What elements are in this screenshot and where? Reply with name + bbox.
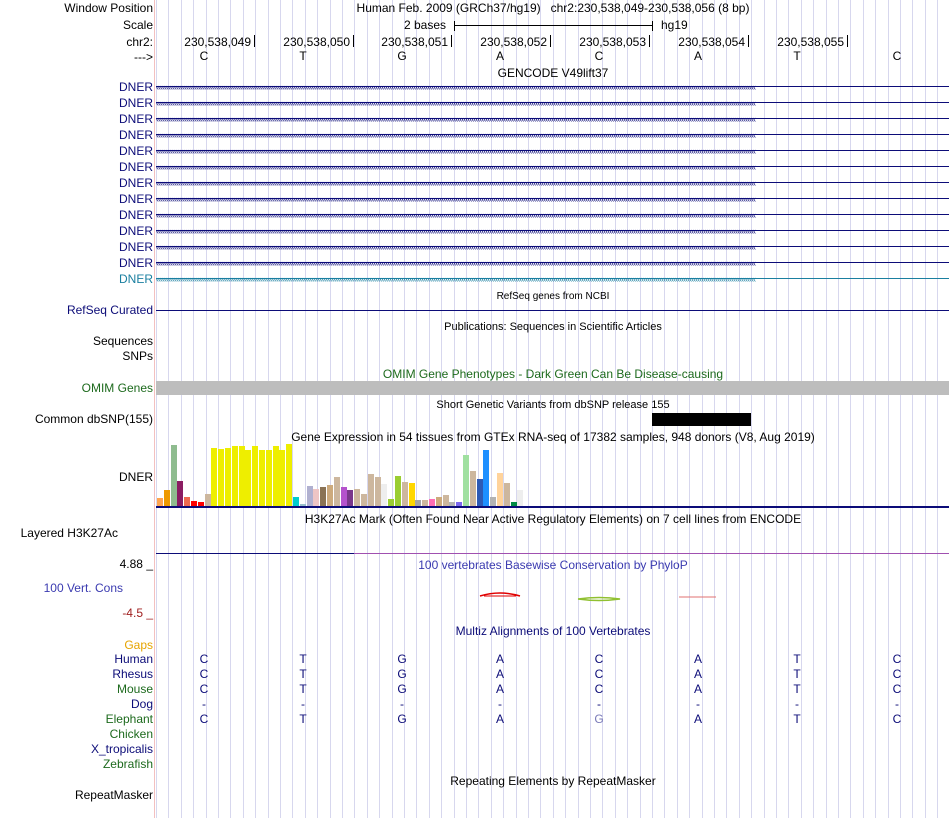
gencode-transcript[interactable]: ‹‹‹‹‹‹‹‹‹‹‹‹‹‹‹‹‹‹‹‹‹‹‹‹‹‹‹‹‹‹‹‹‹‹‹‹‹‹‹‹‹‹‹‹‹‹‹‹‹‹‹‹‹‹‹‹‹‹‹‹‹‹‹‹‹‹‹‹‹‹‹‹‹‹‹‹‹‹‹‹‹‹‹‹‹‹‹‹‹‹‹‹‹‹‹‹‹‹‹‹‹‹‹‹‹‹‹‹‹‹‹‹‹‹‹‹‹‹‹‹‹‹‹‹‹‹‹‹‹‹‹‹‹‹‹‹‹‹‹‹‹‹‹‹‹‹‹‹‹‹‹‹‹‹‹‹‹‹‹‹‹‹‹‹‹‹‹‹‹‹‹‹‹‹‹‹‹‹‹‹‹‹‹‹‹‹‹‹‹‹‹‹‹‹‹‹‹‹‹‹‹‹‹‹‹‹‹‹‹‹‹‹‹‹‹‹‹‹‹‹‹‹‹‹‹‹‹‹‹‹‹‹‹‹‹‹‹‹‹‹‹‹‹‹‹‹‹‹‹‹‹‹‹‹‹‹‹‹‹‹‹‹‹‹‹‹‹‹‹‹‹‹‹‹‹‹‹‹‹‹‹‹‹‹‹‹‹‹‹‹‹‹‹‹‹‹‹‹‹‹ [156, 274, 949, 284]
gencode-transcript[interactable]: ‹‹‹‹‹‹‹‹‹‹‹‹‹‹‹‹‹‹‹‹‹‹‹‹‹‹‹‹‹‹‹‹‹‹‹‹‹‹‹‹‹‹‹‹‹‹‹‹‹‹‹‹‹‹‹‹‹‹‹‹‹‹‹‹‹‹‹‹‹‹‹‹‹‹‹‹‹‹‹‹‹‹‹‹‹‹‹‹‹‹‹‹‹‹‹‹‹‹‹‹‹‹‹‹‹‹‹‹‹‹‹‹‹‹‹‹‹‹‹‹‹‹‹‹‹‹‹‹‹‹‹‹‹‹‹‹‹‹‹‹‹‹‹‹‹‹‹‹‹‹‹‹‹‹‹‹‹‹‹‹‹‹‹‹‹‹‹‹‹‹‹‹‹‹‹‹‹‹‹‹‹‹‹‹‹‹‹‹‹‹‹‹‹‹‹‹‹‹‹‹‹‹‹‹‹‹‹‹‹‹‹‹‹‹‹‹‹‹‹‹‹‹‹‹‹‹‹‹‹‹‹‹‹‹‹‹‹‹‹‹‹‹‹‹‹‹‹‹‹‹‹‹‹‹‹‹‹‹‹‹‹‹‹‹‹‹‹‹‹‹‹‹‹‹‹‹‹‹‹‹‹‹‹‹‹‹‹‹‹‹‹‹‹‹‹‹‹‹‹‹ [156, 178, 949, 188]
scale-label: Scale [122, 18, 153, 32]
aligned-base: C [594, 667, 604, 681]
aligned-base: G [397, 682, 407, 696]
gencode-transcript-label[interactable]: DNER [118, 160, 153, 174]
h3k27ac-track-title: H3K27Ac Mark (Often Found Near Active Regulatory Elements) on 7 cell lines from ENCODE [304, 512, 802, 526]
aligned-base: - [301, 697, 305, 711]
gencode-transcript[interactable]: ‹‹‹‹‹‹‹‹‹‹‹‹‹‹‹‹‹‹‹‹‹‹‹‹‹‹‹‹‹‹‹‹‹‹‹‹‹‹‹‹‹‹‹‹‹‹‹‹‹‹‹‹‹‹‹‹‹‹‹‹‹‹‹‹‹‹‹‹‹‹‹‹‹‹‹‹‹‹‹‹‹‹‹‹‹‹‹‹‹‹‹‹‹‹‹‹‹‹‹‹‹‹‹‹‹‹‹‹‹‹‹‹‹‹‹‹‹‹‹‹‹‹‹‹‹‹‹‹‹‹‹‹‹‹‹‹‹‹‹‹‹‹‹‹‹‹‹‹‹‹‹‹‹‹‹‹‹‹‹‹‹‹‹‹‹‹‹‹‹‹‹‹‹‹‹‹‹‹‹‹‹‹‹‹‹‹‹‹‹‹‹‹‹‹‹‹‹‹‹‹‹‹‹‹‹‹‹‹‹‹‹‹‹‹‹‹‹‹‹‹‹‹‹‹‹‹‹‹‹‹‹‹‹‹‹‹‹‹‹‹‹‹‹‹‹‹‹‹‹‹‹‹‹‹‹‹‹‹‹‹‹‹‹‹‹‹‹‹‹‹‹‹‹‹‹‹‹‹‹‹‹‹‹‹‹‹‹‹‹‹‹‹‹‹‹‹‹‹‹‹ [156, 114, 949, 124]
gencode-transcript-label[interactable]: DNER [118, 128, 153, 142]
aligned-base: G [594, 712, 604, 726]
snps-label[interactable]: SNPs [122, 349, 153, 363]
aligned-base: A [495, 682, 504, 696]
coordinate-label: 230,538,052 [480, 35, 547, 49]
sequence-base: C [199, 49, 209, 63]
species-label[interactable]: Dog [130, 697, 153, 711]
coordinate-label: 230,538,054 [678, 35, 745, 49]
phylop-min-label: -4.5 _ [122, 606, 153, 620]
scale-text: 2 bases [404, 18, 447, 32]
aligned-base: C [892, 682, 902, 696]
gencode-transcript[interactable]: ‹‹‹‹‹‹‹‹‹‹‹‹‹‹‹‹‹‹‹‹‹‹‹‹‹‹‹‹‹‹‹‹‹‹‹‹‹‹‹‹‹‹‹‹‹‹‹‹‹‹‹‹‹‹‹‹‹‹‹‹‹‹‹‹‹‹‹‹‹‹‹‹‹‹‹‹‹‹‹‹‹‹‹‹‹‹‹‹‹‹‹‹‹‹‹‹‹‹‹‹‹‹‹‹‹‹‹‹‹‹‹‹‹‹‹‹‹‹‹‹‹‹‹‹‹‹‹‹‹‹‹‹‹‹‹‹‹‹‹‹‹‹‹‹‹‹‹‹‹‹‹‹‹‹‹‹‹‹‹‹‹‹‹‹‹‹‹‹‹‹‹‹‹‹‹‹‹‹‹‹‹‹‹‹‹‹‹‹‹‹‹‹‹‹‹‹‹‹‹‹‹‹‹‹‹‹‹‹‹‹‹‹‹‹‹‹‹‹‹‹‹‹‹‹‹‹‹‹‹‹‹‹‹‹‹‹‹‹‹‹‹‹‹‹‹‹‹‹‹‹‹‹‹‹‹‹‹‹‹‹‹‹‹‹‹‹‹‹‹‹‹‹‹‹‹‹‹‹‹‹‹‹‹‹‹‹‹‹‹‹‹‹‹‹‹‹‹‹‹‹ [156, 146, 949, 156]
aligned-base: C [199, 682, 209, 696]
sequence-base: T [793, 49, 801, 63]
aligned-base: C [892, 667, 902, 681]
window-position-label: Window Position [64, 1, 153, 15]
gencode-transcript-label[interactable]: DNER [118, 80, 153, 94]
aligned-base: - [498, 697, 502, 711]
sequence-base: A [495, 49, 504, 63]
position-title: Human Feb. 2009 (GRCh37/hg19) chr2:230,538,049-230,538,056 (8 bp) [356, 1, 750, 15]
phylop-track-title: 100 vertebrates Basewise Conservation by PhyloP [418, 558, 688, 572]
coordinate-label: 230,538,051 [381, 35, 448, 49]
species-label[interactable]: Human [114, 652, 153, 666]
aligned-base: T [793, 712, 801, 726]
sequence-base: T [299, 49, 307, 63]
gencode-transcript-label[interactable]: DNER [118, 208, 153, 222]
aligned-base: G [397, 667, 407, 681]
gencode-transcript[interactable]: ‹‹‹‹‹‹‹‹‹‹‹‹‹‹‹‹‹‹‹‹‹‹‹‹‹‹‹‹‹‹‹‹‹‹‹‹‹‹‹‹‹‹‹‹‹‹‹‹‹‹‹‹‹‹‹‹‹‹‹‹‹‹‹‹‹‹‹‹‹‹‹‹‹‹‹‹‹‹‹‹‹‹‹‹‹‹‹‹‹‹‹‹‹‹‹‹‹‹‹‹‹‹‹‹‹‹‹‹‹‹‹‹‹‹‹‹‹‹‹‹‹‹‹‹‹‹‹‹‹‹‹‹‹‹‹‹‹‹‹‹‹‹‹‹‹‹‹‹‹‹‹‹‹‹‹‹‹‹‹‹‹‹‹‹‹‹‹‹‹‹‹‹‹‹‹‹‹‹‹‹‹‹‹‹‹‹‹‹‹‹‹‹‹‹‹‹‹‹‹‹‹‹‹‹‹‹‹‹‹‹‹‹‹‹‹‹‹‹‹‹‹‹‹‹‹‹‹‹‹‹‹‹‹‹‹‹‹‹‹‹‹‹‹‹‹‹‹‹‹‹‹‹‹‹‹‹‹‹‹‹‹‹‹‹‹‹‹‹‹‹‹‹‹‹‹‹‹‹‹‹‹‹‹‹‹‹‹‹‹‹‹‹‹‹‹‹‹‹‹‹ [156, 242, 949, 252]
sequence-base: A [693, 49, 702, 63]
coordinate-label: 230,538,050 [283, 35, 350, 49]
aligned-base: A [693, 652, 702, 666]
aligned-base: T [299, 652, 307, 666]
gencode-transcript-label[interactable]: DNER [118, 272, 153, 286]
repeatmasker-track-title: Repeating Elements by RepeatMasker [450, 774, 656, 788]
refseq-track-title: RefSeq genes from NCBI [496, 291, 610, 302]
coordinate-label: 230,538,053 [579, 35, 646, 49]
aligned-base: A [693, 682, 702, 696]
refseq-label[interactable]: RefSeq Curated [66, 303, 153, 317]
omim-label[interactable]: OMIM Genes [81, 381, 153, 395]
multiz-track-title: Multiz Alignments of 100 Vertebrates [455, 624, 651, 638]
gencode-transcript-label[interactable]: DNER [118, 96, 153, 110]
h3k27ac-label[interactable]: Layered H3K27Ac [20, 526, 118, 540]
aligned-base: T [793, 652, 801, 666]
gencode-transcript-label[interactable]: DNER [118, 224, 153, 238]
gencode-track-title: GENCODE V49lift37 [497, 66, 609, 80]
gencode-transcript-label[interactable]: DNER [118, 192, 153, 206]
species-label[interactable]: Chicken [109, 727, 153, 741]
phylop-max-label: 4.88 _ [119, 557, 153, 571]
gencode-transcript[interactable]: ‹‹‹‹‹‹‹‹‹‹‹‹‹‹‹‹‹‹‹‹‹‹‹‹‹‹‹‹‹‹‹‹‹‹‹‹‹‹‹‹‹‹‹‹‹‹‹‹‹‹‹‹‹‹‹‹‹‹‹‹‹‹‹‹‹‹‹‹‹‹‹‹‹‹‹‹‹‹‹‹‹‹‹‹‹‹‹‹‹‹‹‹‹‹‹‹‹‹‹‹‹‹‹‹‹‹‹‹‹‹‹‹‹‹‹‹‹‹‹‹‹‹‹‹‹‹‹‹‹‹‹‹‹‹‹‹‹‹‹‹‹‹‹‹‹‹‹‹‹‹‹‹‹‹‹‹‹‹‹‹‹‹‹‹‹‹‹‹‹‹‹‹‹‹‹‹‹‹‹‹‹‹‹‹‹‹‹‹‹‹‹‹‹‹‹‹‹‹‹‹‹‹‹‹‹‹‹‹‹‹‹‹‹‹‹‹‹‹‹‹‹‹‹‹‹‹‹‹‹‹‹‹‹‹‹‹‹‹‹‹‹‹‹‹‹‹‹‹‹‹‹‹‹‹‹‹‹‹‹‹‹‹‹‹‹‹‹‹‹‹‹‹‹‹‹‹‹‹‹‹‹‹‹‹‹‹‹‹‹‹‹‹‹‹‹‹‹‹‹‹ [156, 226, 949, 236]
aligned-base: A [495, 712, 504, 726]
gaps-label: Gaps [124, 638, 153, 652]
gencode-transcript-label[interactable]: DNER [118, 256, 153, 270]
species-label[interactable]: Mouse [116, 682, 153, 696]
dbsnp-track-title: Short Genetic Variants from dbSNP release 155 [436, 399, 670, 411]
species-label[interactable]: Elephant [105, 712, 153, 726]
aligned-base: T [299, 712, 307, 726]
sequence-base: G [397, 49, 407, 63]
publications-track-title: Publications: Sequences in Scientific Articles [444, 321, 662, 333]
aligned-base: G [397, 652, 407, 666]
aligned-base: C [199, 652, 209, 666]
gencode-transcript[interactable]: ‹‹‹‹‹‹‹‹‹‹‹‹‹‹‹‹‹‹‹‹‹‹‹‹‹‹‹‹‹‹‹‹‹‹‹‹‹‹‹‹‹‹‹‹‹‹‹‹‹‹‹‹‹‹‹‹‹‹‹‹‹‹‹‹‹‹‹‹‹‹‹‹‹‹‹‹‹‹‹‹‹‹‹‹‹‹‹‹‹‹‹‹‹‹‹‹‹‹‹‹‹‹‹‹‹‹‹‹‹‹‹‹‹‹‹‹‹‹‹‹‹‹‹‹‹‹‹‹‹‹‹‹‹‹‹‹‹‹‹‹‹‹‹‹‹‹‹‹‹‹‹‹‹‹‹‹‹‹‹‹‹‹‹‹‹‹‹‹‹‹‹‹‹‹‹‹‹‹‹‹‹‹‹‹‹‹‹‹‹‹‹‹‹‹‹‹‹‹‹‹‹‹‹‹‹‹‹‹‹‹‹‹‹‹‹‹‹‹‹‹‹‹‹‹‹‹‹‹‹‹‹‹‹‹‹‹‹‹‹‹‹‹‹‹‹‹‹‹‹‹‹‹‹‹‹‹‹‹‹‹‹‹‹‹‹‹‹‹‹‹‹‹‹‹‹‹‹‹‹‹‹‹‹‹‹‹‹‹‹‹‹‹‹‹‹‹‹‹‹‹ [156, 82, 949, 92]
aligned-base: T [793, 667, 801, 681]
gencode-transcript[interactable]: ‹‹‹‹‹‹‹‹‹‹‹‹‹‹‹‹‹‹‹‹‹‹‹‹‹‹‹‹‹‹‹‹‹‹‹‹‹‹‹‹‹‹‹‹‹‹‹‹‹‹‹‹‹‹‹‹‹‹‹‹‹‹‹‹‹‹‹‹‹‹‹‹‹‹‹‹‹‹‹‹‹‹‹‹‹‹‹‹‹‹‹‹‹‹‹‹‹‹‹‹‹‹‹‹‹‹‹‹‹‹‹‹‹‹‹‹‹‹‹‹‹‹‹‹‹‹‹‹‹‹‹‹‹‹‹‹‹‹‹‹‹‹‹‹‹‹‹‹‹‹‹‹‹‹‹‹‹‹‹‹‹‹‹‹‹‹‹‹‹‹‹‹‹‹‹‹‹‹‹‹‹‹‹‹‹‹‹‹‹‹‹‹‹‹‹‹‹‹‹‹‹‹‹‹‹‹‹‹‹‹‹‹‹‹‹‹‹‹‹‹‹‹‹‹‹‹‹‹‹‹‹‹‹‹‹‹‹‹‹‹‹‹‹‹‹‹‹‹‹‹‹‹‹‹‹‹‹‹‹‹‹‹‹‹‹‹‹‹‹‹‹‹‹‹‹‹‹‹‹‹‹‹‹‹‹‹‹‹‹‹‹‹‹‹‹‹‹‹‹‹ [156, 210, 949, 220]
strand-label: ---> [134, 50, 153, 64]
aligned-base: C [594, 682, 604, 696]
aligned-base: C [892, 712, 902, 726]
gtex-label[interactable]: DNER [118, 470, 153, 484]
species-label[interactable]: Zebrafish [102, 757, 153, 771]
aligned-base: - [795, 697, 799, 711]
aligned-base: - [597, 697, 601, 711]
aligned-base: - [202, 697, 206, 711]
aligned-base: - [400, 697, 404, 711]
aligned-base: C [199, 712, 209, 726]
sequence-base: C [594, 49, 604, 63]
aligned-base: G [397, 712, 407, 726]
omim-track-title: OMIM Gene Phenotypes - Dark Green Can Be Disease-causing [382, 367, 724, 381]
species-label[interactable]: Rhesus [112, 667, 153, 681]
aligned-base: T [793, 682, 801, 696]
gencode-transcript-label[interactable]: DNER [118, 176, 153, 190]
chrom-label: chr2: [126, 35, 153, 49]
gencode-transcript-label[interactable]: DNER [118, 240, 153, 254]
assembly-label: hg19 [661, 18, 688, 32]
aligned-base: A [495, 667, 504, 681]
aligned-base: C [892, 652, 902, 666]
aligned-base: A [495, 652, 504, 666]
publications-label[interactable]: Sequences [92, 334, 153, 348]
aligned-base: C [594, 652, 604, 666]
gencode-transcript[interactable]: ‹‹‹‹‹‹‹‹‹‹‹‹‹‹‹‹‹‹‹‹‹‹‹‹‹‹‹‹‹‹‹‹‹‹‹‹‹‹‹‹‹‹‹‹‹‹‹‹‹‹‹‹‹‹‹‹‹‹‹‹‹‹‹‹‹‹‹‹‹‹‹‹‹‹‹‹‹‹‹‹‹‹‹‹‹‹‹‹‹‹‹‹‹‹‹‹‹‹‹‹‹‹‹‹‹‹‹‹‹‹‹‹‹‹‹‹‹‹‹‹‹‹‹‹‹‹‹‹‹‹‹‹‹‹‹‹‹‹‹‹‹‹‹‹‹‹‹‹‹‹‹‹‹‹‹‹‹‹‹‹‹‹‹‹‹‹‹‹‹‹‹‹‹‹‹‹‹‹‹‹‹‹‹‹‹‹‹‹‹‹‹‹‹‹‹‹‹‹‹‹‹‹‹‹‹‹‹‹‹‹‹‹‹‹‹‹‹‹‹‹‹‹‹‹‹‹‹‹‹‹‹‹‹‹‹‹‹‹‹‹‹‹‹‹‹‹‹‹‹‹‹‹‹‹‹‹‹‹‹‹‹‹‹‹‹‹‹‹‹‹‹‹‹‹‹‹‹‹‹‹‹‹‹‹‹‹‹‹‹‹‹‹‹‹‹‹‹‹‹‹ [156, 258, 949, 268]
aligned-base: A [693, 667, 702, 681]
gencode-transcript[interactable]: ‹‹‹‹‹‹‹‹‹‹‹‹‹‹‹‹‹‹‹‹‹‹‹‹‹‹‹‹‹‹‹‹‹‹‹‹‹‹‹‹‹‹‹‹‹‹‹‹‹‹‹‹‹‹‹‹‹‹‹‹‹‹‹‹‹‹‹‹‹‹‹‹‹‹‹‹‹‹‹‹‹‹‹‹‹‹‹‹‹‹‹‹‹‹‹‹‹‹‹‹‹‹‹‹‹‹‹‹‹‹‹‹‹‹‹‹‹‹‹‹‹‹‹‹‹‹‹‹‹‹‹‹‹‹‹‹‹‹‹‹‹‹‹‹‹‹‹‹‹‹‹‹‹‹‹‹‹‹‹‹‹‹‹‹‹‹‹‹‹‹‹‹‹‹‹‹‹‹‹‹‹‹‹‹‹‹‹‹‹‹‹‹‹‹‹‹‹‹‹‹‹‹‹‹‹‹‹‹‹‹‹‹‹‹‹‹‹‹‹‹‹‹‹‹‹‹‹‹‹‹‹‹‹‹‹‹‹‹‹‹‹‹‹‹‹‹‹‹‹‹‹‹‹‹‹‹‹‹‹‹‹‹‹‹‹‹‹‹‹‹‹‹‹‹‹‹‹‹‹‹‹‹‹‹‹‹‹‹‹‹‹‹‹‹‹‹‹‹‹‹ [156, 194, 949, 204]
aligned-base: A [693, 712, 702, 726]
aligned-base: - [895, 697, 899, 711]
phylop-label[interactable]: 100 Vert. Cons [43, 581, 123, 595]
aligned-base: T [299, 667, 307, 681]
dbsnp-label[interactable]: Common dbSNP(155) [34, 412, 153, 426]
sequence-base: C [892, 49, 902, 63]
aligned-base: - [696, 697, 700, 711]
gencode-transcript[interactable]: ‹‹‹‹‹‹‹‹‹‹‹‹‹‹‹‹‹‹‹‹‹‹‹‹‹‹‹‹‹‹‹‹‹‹‹‹‹‹‹‹‹‹‹‹‹‹‹‹‹‹‹‹‹‹‹‹‹‹‹‹‹‹‹‹‹‹‹‹‹‹‹‹‹‹‹‹‹‹‹‹‹‹‹‹‹‹‹‹‹‹‹‹‹‹‹‹‹‹‹‹‹‹‹‹‹‹‹‹‹‹‹‹‹‹‹‹‹‹‹‹‹‹‹‹‹‹‹‹‹‹‹‹‹‹‹‹‹‹‹‹‹‹‹‹‹‹‹‹‹‹‹‹‹‹‹‹‹‹‹‹‹‹‹‹‹‹‹‹‹‹‹‹‹‹‹‹‹‹‹‹‹‹‹‹‹‹‹‹‹‹‹‹‹‹‹‹‹‹‹‹‹‹‹‹‹‹‹‹‹‹‹‹‹‹‹‹‹‹‹‹‹‹‹‹‹‹‹‹‹‹‹‹‹‹‹‹‹‹‹‹‹‹‹‹‹‹‹‹‹‹‹‹‹‹‹‹‹‹‹‹‹‹‹‹‹‹‹‹‹‹‹‹‹‹‹‹‹‹‹‹‹‹‹‹‹‹‹‹‹‹‹‹‹‹‹‹‹‹‹‹ [156, 130, 949, 140]
gencode-transcript-label[interactable]: DNER [118, 112, 153, 126]
repeatmasker-label[interactable]: RepeatMasker [74, 788, 153, 802]
aligned-base: C [199, 667, 209, 681]
species-label[interactable]: X_tropicalis [90, 742, 153, 756]
coordinate-label: 230,538,055 [777, 35, 844, 49]
gencode-transcript[interactable]: ‹‹‹‹‹‹‹‹‹‹‹‹‹‹‹‹‹‹‹‹‹‹‹‹‹‹‹‹‹‹‹‹‹‹‹‹‹‹‹‹‹‹‹‹‹‹‹‹‹‹‹‹‹‹‹‹‹‹‹‹‹‹‹‹‹‹‹‹‹‹‹‹‹‹‹‹‹‹‹‹‹‹‹‹‹‹‹‹‹‹‹‹‹‹‹‹‹‹‹‹‹‹‹‹‹‹‹‹‹‹‹‹‹‹‹‹‹‹‹‹‹‹‹‹‹‹‹‹‹‹‹‹‹‹‹‹‹‹‹‹‹‹‹‹‹‹‹‹‹‹‹‹‹‹‹‹‹‹‹‹‹‹‹‹‹‹‹‹‹‹‹‹‹‹‹‹‹‹‹‹‹‹‹‹‹‹‹‹‹‹‹‹‹‹‹‹‹‹‹‹‹‹‹‹‹‹‹‹‹‹‹‹‹‹‹‹‹‹‹‹‹‹‹‹‹‹‹‹‹‹‹‹‹‹‹‹‹‹‹‹‹‹‹‹‹‹‹‹‹‹‹‹‹‹‹‹‹‹‹‹‹‹‹‹‹‹‹‹‹‹‹‹‹‹‹‹‹‹‹‹‹‹‹‹‹‹‹‹‹‹‹‹‹‹‹‹‹‹‹‹ [156, 162, 949, 172]
aligned-base: T [299, 682, 307, 696]
gencode-transcript-label[interactable]: DNER [118, 144, 153, 158]
gencode-transcript[interactable]: ‹‹‹‹‹‹‹‹‹‹‹‹‹‹‹‹‹‹‹‹‹‹‹‹‹‹‹‹‹‹‹‹‹‹‹‹‹‹‹‹‹‹‹‹‹‹‹‹‹‹‹‹‹‹‹‹‹‹‹‹‹‹‹‹‹‹‹‹‹‹‹‹‹‹‹‹‹‹‹‹‹‹‹‹‹‹‹‹‹‹‹‹‹‹‹‹‹‹‹‹‹‹‹‹‹‹‹‹‹‹‹‹‹‹‹‹‹‹‹‹‹‹‹‹‹‹‹‹‹‹‹‹‹‹‹‹‹‹‹‹‹‹‹‹‹‹‹‹‹‹‹‹‹‹‹‹‹‹‹‹‹‹‹‹‹‹‹‹‹‹‹‹‹‹‹‹‹‹‹‹‹‹‹‹‹‹‹‹‹‹‹‹‹‹‹‹‹‹‹‹‹‹‹‹‹‹‹‹‹‹‹‹‹‹‹‹‹‹‹‹‹‹‹‹‹‹‹‹‹‹‹‹‹‹‹‹‹‹‹‹‹‹‹‹‹‹‹‹‹‹‹‹‹‹‹‹‹‹‹‹‹‹‹‹‹‹‹‹‹‹‹‹‹‹‹‹‹‹‹‹‹‹‹‹‹‹‹‹‹‹‹‹‹‹‹‹‹‹‹‹ [156, 98, 949, 108]
coordinate-label: 230,538,049 [184, 35, 251, 49]
gtex-track-title: Gene Expression in 54 tissues from GTEx RNA-seq of 17382 samples, 948 donors (V8, Aug 2019) [291, 430, 815, 444]
